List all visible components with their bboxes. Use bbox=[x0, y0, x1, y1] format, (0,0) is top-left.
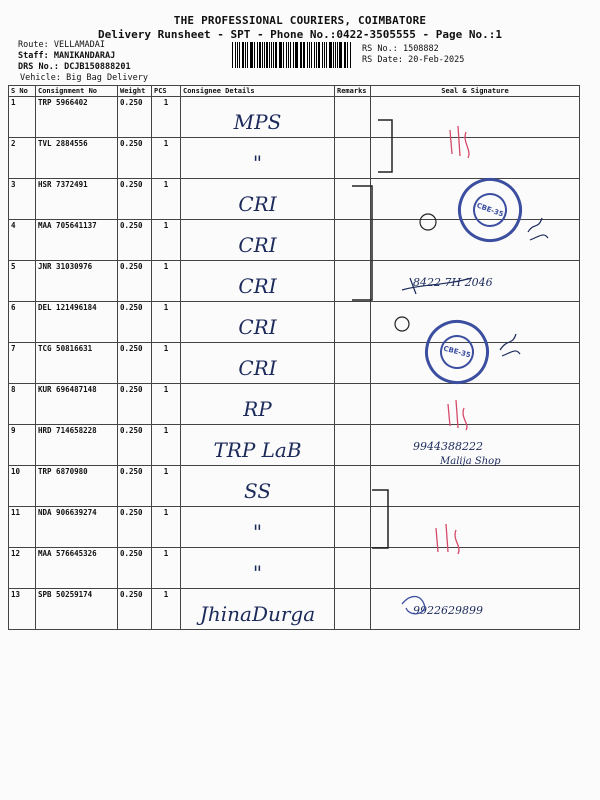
cell-sno: 3 bbox=[9, 179, 36, 220]
cell-consignment: DEL 121496184 bbox=[36, 302, 118, 343]
shop-note: Malija Shop bbox=[440, 456, 501, 467]
cell-pcs: 1 bbox=[152, 220, 181, 261]
consignee-handwriting: SS bbox=[243, 479, 272, 503]
consignee-handwriting: CRI bbox=[238, 315, 277, 339]
blue-signature bbox=[402, 278, 472, 294]
cell-pcs: 1 bbox=[152, 343, 181, 384]
cell-sno: 5 bbox=[9, 261, 36, 302]
cell-consignment: MAA 705641137 bbox=[36, 220, 118, 261]
consignee-handwriting: CRI bbox=[238, 356, 277, 380]
cell-consignment: TRP 5966402 bbox=[36, 97, 118, 138]
consignee-handwriting: " bbox=[252, 561, 263, 585]
cell-weight: 0.250 bbox=[118, 261, 152, 302]
cell-consignment: JNR 31030976 bbox=[36, 261, 118, 302]
red-signature bbox=[436, 524, 459, 554]
col-consignment: Consignment No bbox=[36, 86, 118, 97]
cell-sno: 6 bbox=[9, 302, 36, 343]
cell-weight: 0.250 bbox=[118, 179, 152, 220]
cell-weight: 0.250 bbox=[118, 138, 152, 179]
staff-value: MANIKANDARAJ bbox=[53, 51, 116, 61]
col-sno: S No bbox=[9, 86, 36, 97]
cell-weight: 0.250 bbox=[118, 343, 152, 384]
bracket-mark bbox=[372, 490, 388, 548]
vehicle-value: Big Bag Delivery bbox=[66, 73, 148, 83]
seal-handwriting: 9944388222 bbox=[413, 440, 483, 453]
cell-pcs: 1 bbox=[152, 548, 181, 589]
seal-handwriting: 9922629899 bbox=[413, 604, 483, 617]
consignee-handwriting: RP bbox=[243, 397, 272, 421]
consignee-handwriting: CRI bbox=[238, 192, 277, 216]
cell-consignment: TCG 50816631 bbox=[36, 343, 118, 384]
cell-pcs: 1 bbox=[152, 384, 181, 425]
cell-weight: 0.250 bbox=[118, 589, 152, 630]
cell-weight: 0.250 bbox=[118, 507, 152, 548]
consignee-handwriting: CRI bbox=[238, 274, 277, 298]
col-weight: Weight bbox=[118, 86, 152, 97]
cell-pcs: 1 bbox=[152, 589, 181, 630]
rs-date-label: RS Date: bbox=[362, 55, 403, 65]
document-title: THE PROFESSIONAL COURIERS, COIMBATORE bbox=[173, 14, 427, 27]
stamp-code: CBE-35 bbox=[436, 331, 478, 373]
cell-consignment: TRP 6870980 bbox=[36, 466, 118, 507]
cell-consignment: KUR 696487148 bbox=[36, 384, 118, 425]
cell-consignment: TVL 2884556 bbox=[36, 138, 118, 179]
consignee-handwriting: TRP LaB bbox=[213, 438, 302, 462]
cell-consignment: NDA 906639274 bbox=[36, 507, 118, 548]
cell-consignment: SPB 50259174 bbox=[36, 589, 118, 630]
cell-sno: 2 bbox=[9, 138, 36, 179]
cell-pcs: 1 bbox=[152, 507, 181, 548]
cell-weight: 0.250 bbox=[118, 425, 152, 466]
document-subtitle: Delivery Runsheet - SPT - Phone No.:0422-3505555 - Page No.:1 bbox=[98, 28, 502, 41]
rs-no-value: 1508882 bbox=[402, 44, 439, 54]
consignee-handwriting: CRI bbox=[238, 233, 277, 257]
cell-sno: 11 bbox=[9, 507, 36, 548]
blue-signature bbox=[402, 597, 425, 614]
cell-sno: 12 bbox=[9, 548, 36, 589]
rs-date-value: 20-Feb-2025 bbox=[408, 55, 465, 65]
bracket-mark bbox=[378, 120, 392, 172]
cell-consignment: MAA 576645326 bbox=[36, 548, 118, 589]
vehicle-label: Vehicle: bbox=[20, 73, 61, 83]
red-signature bbox=[448, 400, 467, 430]
blue-signature bbox=[500, 334, 520, 356]
cell-weight: 0.250 bbox=[118, 548, 152, 589]
cell-weight: 0.250 bbox=[118, 384, 152, 425]
route-label: Route: bbox=[18, 40, 49, 50]
rs-no-label: RS No.: bbox=[362, 44, 398, 54]
staff-label: Staff: bbox=[18, 51, 49, 61]
cell-weight: 0.250 bbox=[118, 302, 152, 343]
consignee-handwriting: MPS bbox=[233, 110, 282, 134]
route-value: VELLAMADAI bbox=[53, 40, 106, 50]
consignee-handwriting: JhinaDurga bbox=[199, 602, 316, 626]
cell-weight: 0.250 bbox=[118, 97, 152, 138]
cell-pcs: 1 bbox=[152, 97, 181, 138]
drs-value: DCJB150888201 bbox=[64, 62, 131, 72]
cell-weight: 0.250 bbox=[118, 466, 152, 507]
stamp-code: CBE-35 bbox=[468, 188, 512, 232]
seal-handwriting: 8422 7H 2046 bbox=[413, 276, 493, 289]
cell-pcs: 1 bbox=[152, 179, 181, 220]
bracket-mark bbox=[352, 186, 372, 300]
cell-weight: 0.250 bbox=[118, 220, 152, 261]
cell-sno: 7 bbox=[9, 343, 36, 384]
cell-pcs: 1 bbox=[152, 425, 181, 466]
cell-consignment: HRD 714658228 bbox=[36, 425, 118, 466]
circle-mark bbox=[395, 317, 409, 331]
cell-sno: 9 bbox=[9, 425, 36, 466]
cell-sno: 1 bbox=[9, 97, 36, 138]
consignee-handwriting: " bbox=[252, 520, 263, 544]
cell-pcs: 1 bbox=[152, 261, 181, 302]
cell-sno: 10 bbox=[9, 466, 36, 507]
consignee-handwriting: " bbox=[252, 151, 263, 175]
cell-pcs: 1 bbox=[152, 302, 181, 343]
col-consignee: Consignee Details bbox=[181, 86, 335, 97]
cell-pcs: 1 bbox=[152, 138, 181, 179]
red-signature bbox=[450, 126, 469, 158]
blue-signature bbox=[528, 218, 548, 240]
cell-consignment: HSR 7372491 bbox=[36, 179, 118, 220]
cell-sno: 13 bbox=[9, 589, 36, 630]
col-remarks: Remarks bbox=[335, 86, 371, 97]
cell-sno: 8 bbox=[9, 384, 36, 425]
col-seal: Seal & Signature bbox=[371, 86, 580, 97]
cell-pcs: 1 bbox=[152, 466, 181, 507]
drs-label: DRS No.: bbox=[18, 62, 59, 72]
cell-sno: 4 bbox=[9, 220, 36, 261]
col-pcs: PCS bbox=[152, 86, 181, 97]
circle-mark bbox=[420, 214, 436, 230]
